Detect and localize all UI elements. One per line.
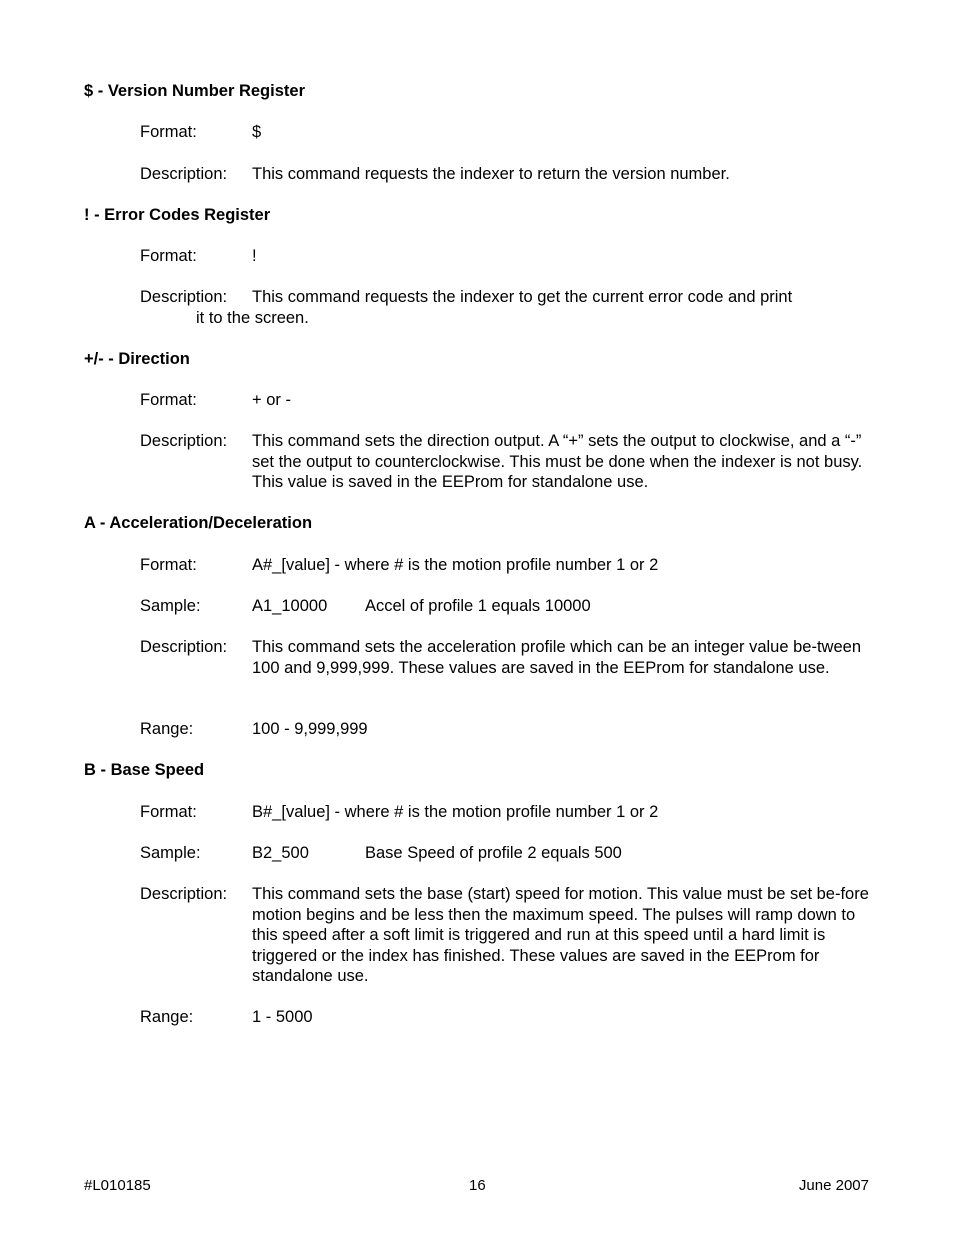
sample-value: A1_10000 [252, 597, 328, 615]
sample-note: Base Speed of profile 2 equals 500 [365, 844, 622, 862]
format-label: Format: [140, 247, 197, 265]
range-value: 100 - 9,999,999 [252, 720, 368, 738]
description-text-line1: This command requests the indexer to get the current error code and print [252, 288, 793, 306]
sample-label: Sample: [140, 597, 201, 615]
sample-note: Accel of profile 1 equals 10000 [365, 597, 591, 615]
format-label: Format: [140, 556, 197, 574]
range-value: 1 - 5000 [252, 1008, 313, 1026]
format-value: + or - [252, 391, 291, 409]
footer-doc-number: #L010185 [84, 1177, 151, 1194]
description-label: Description: [140, 638, 228, 656]
range-label: Range: [140, 720, 194, 738]
description-text: This command requests the indexer to return the version number. [252, 165, 730, 183]
description-label: Description: [140, 165, 228, 183]
format-label: Format: [140, 123, 197, 141]
format-value: B#_[value] - where # is the motion profile number 1 or 2 [252, 803, 659, 821]
sample-label: Sample: [140, 844, 201, 862]
description-text-line2: it to the screen. [196, 309, 309, 327]
description-label: Description: [140, 288, 228, 306]
range-label: Range: [140, 1008, 194, 1026]
format-value: $ [252, 123, 262, 141]
section-heading-acceleration: A - Acceleration/Deceleration [84, 514, 313, 532]
format-label: Format: [140, 803, 197, 821]
section-heading-direction: +/- - Direction [84, 350, 190, 368]
description-text: This command sets the acceleration profile which can be an integer value be-tween 100 and 9,999,999. These values are saved in the EEProm for standalone use. [252, 638, 862, 677]
section-heading-base-speed: B - Base Speed [84, 761, 205, 779]
description-label: Description: [140, 432, 228, 450]
format-label: Format: [140, 391, 197, 409]
format-value: A#_[value] - where # is the motion profile number 1 or 2 [252, 556, 659, 574]
section-heading-version: $ - Version Number Register [84, 82, 305, 100]
format-value: ! [252, 247, 257, 265]
footer-page-number: 16 [469, 1177, 486, 1194]
description-label: Description: [140, 885, 228, 903]
footer-date: June 2007 [798, 1177, 869, 1194]
section-heading-error: ! - Error Codes Register [84, 206, 271, 224]
description-text: This command sets the base (start) speed for motion. This value must be set be-fore motion begins and be less then the maximum speed. The pulses will ramp down to this speed after a soft limit is triggered and run at this speed until a hard limit is triggered or the index has finished. These values are saved in the EEProm for standalone use. [252, 885, 869, 985]
sample-value: B2_500 [252, 844, 309, 862]
description-text: This command sets the direction output. A “+” sets the output to clockwise, and a “-” set the output to counterclockwise. This must be done when the indexer is not busy. This value is saved in the EEProm for standalone use. [252, 432, 863, 491]
